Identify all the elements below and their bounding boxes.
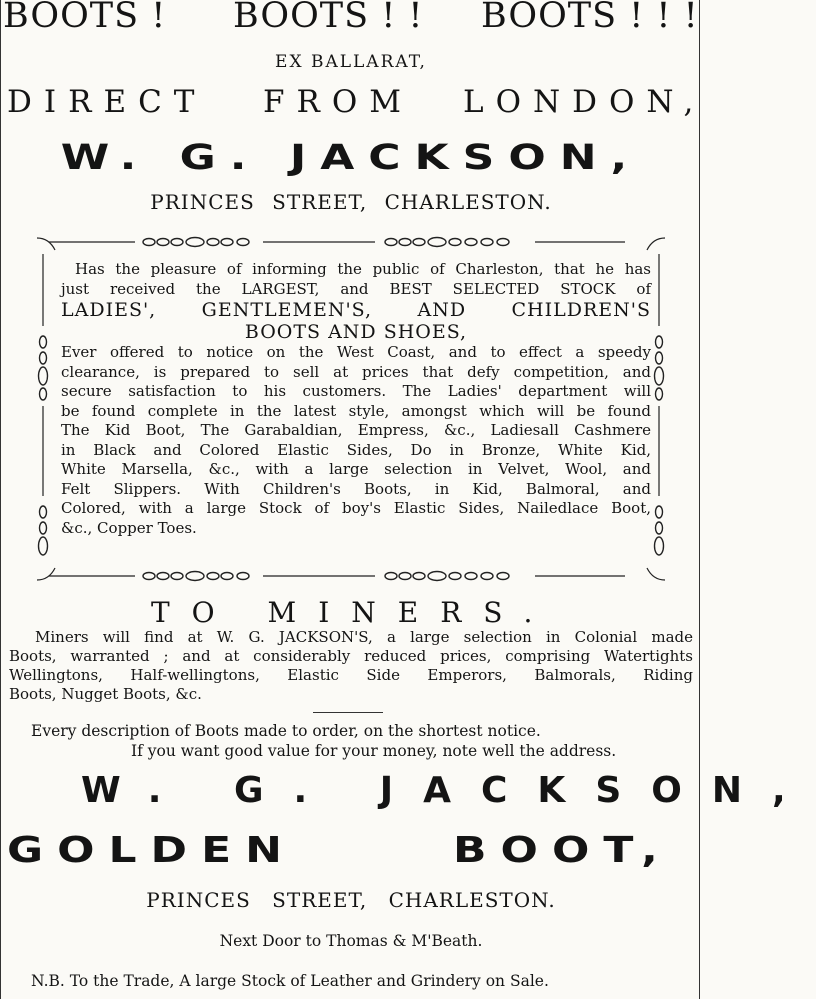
miners-line-2: Boots, warranted ; and at considerably reduced prices, comprising Watertights	[9, 647, 693, 665]
merchant-name-repeat: W. G. JACKSON,	[81, 770, 816, 811]
miners-line-3: Wellingtons, Half-wellingtons, Elastic Side Emperors, Balmorals, Riding	[9, 666, 693, 684]
notice-line-14: &c., Copper Toes.	[61, 518, 197, 537]
notice-line-7: secure satisfaction to his customers. The Ladies' department will	[61, 382, 651, 400]
direct-from-london	[1, 84, 706, 124]
boots-word-3: BOOTS ! ! !	[481, 0, 699, 36]
boot-word: BOOT,	[453, 830, 672, 871]
trade-note: N.B. To the Trade, A large Stock of Leather and Grindery on Sale.	[31, 972, 549, 990]
notice-line-9: The Kid Boot, The Garabaldian, Empress, &c., Ladiesall Cashmere	[61, 421, 651, 439]
notice-line-13: Colored, with a large Stock of boy's Elastic Sides, Nailedlace Boot,	[61, 499, 651, 517]
london-word: LONDON,	[463, 84, 706, 120]
notice-line-4: BOOTS AND SHOES,	[244, 321, 468, 343]
value-line: If you want good value for your money, note well the address.	[131, 742, 617, 760]
miners-line-1: Miners will find at W. G. JACKSON'S, a large selection in Colonial made	[35, 628, 693, 646]
boots-word-1: BOOTS !	[3, 0, 167, 36]
merchant-name-heading: W. G. JACKSON,	[60, 137, 642, 178]
divider-rule	[313, 712, 383, 713]
address-line: PRINCES STREET, CHARLESTON.	[150, 190, 552, 214]
miners-paragraph	[9, 628, 693, 704]
notice-line-1: Has the pleasure of informing the public of Charleston, that he has	[75, 260, 651, 278]
notice-line-11: White Marsella, &c., with a large selection in Velvet, Wool, and	[61, 460, 651, 478]
to-miners-heading: TO MINERS.	[151, 596, 555, 629]
address-line-repeat: PRINCES STREET, CHARLESTON.	[146, 888, 556, 912]
boots-word-2: BOOTS ! !	[233, 0, 424, 36]
notice-line-5: Ever offered to notice on the West Coast, and to effect a speedy	[61, 343, 651, 361]
from-word: FROM	[263, 84, 414, 120]
notice-frame	[35, 236, 667, 582]
notice-text	[61, 260, 651, 538]
notice-line-12: Felt Slippers. With Children's Boots, in Kid, Balmoral, and	[61, 479, 651, 498]
boots-headline	[1, 0, 701, 40]
notice-line-3: LADIES', GENTLEMEN'S, AND CHILDREN'S	[61, 299, 651, 321]
notice-line-2: just received the LARGEST, and BEST SELECTED STOCK of	[61, 279, 651, 298]
golden-word: GOLDEN	[7, 830, 296, 871]
miners-line-4: Boots, Nugget Boots, &c.	[9, 685, 202, 703]
notice-line-6: clearance, is prepared to sell at prices that defy competition, and	[61, 362, 651, 381]
ex-ballarat-line: EX BALLARAT,	[275, 52, 427, 72]
order-line: Every description of Boots made to order, on the shortest notice.	[31, 722, 541, 740]
notice-line-10: in Black and Colored Elastic Sides, Do in Bronze, White Kid,	[61, 440, 651, 459]
notice-line-8: be found complete in the latest style, amongst which will be found	[61, 401, 651, 420]
direct-word: DIRECT	[7, 84, 207, 120]
next-door-line: Next Door to Thomas & M'Beath.	[219, 932, 483, 950]
golden-boot-heading	[1, 830, 701, 878]
